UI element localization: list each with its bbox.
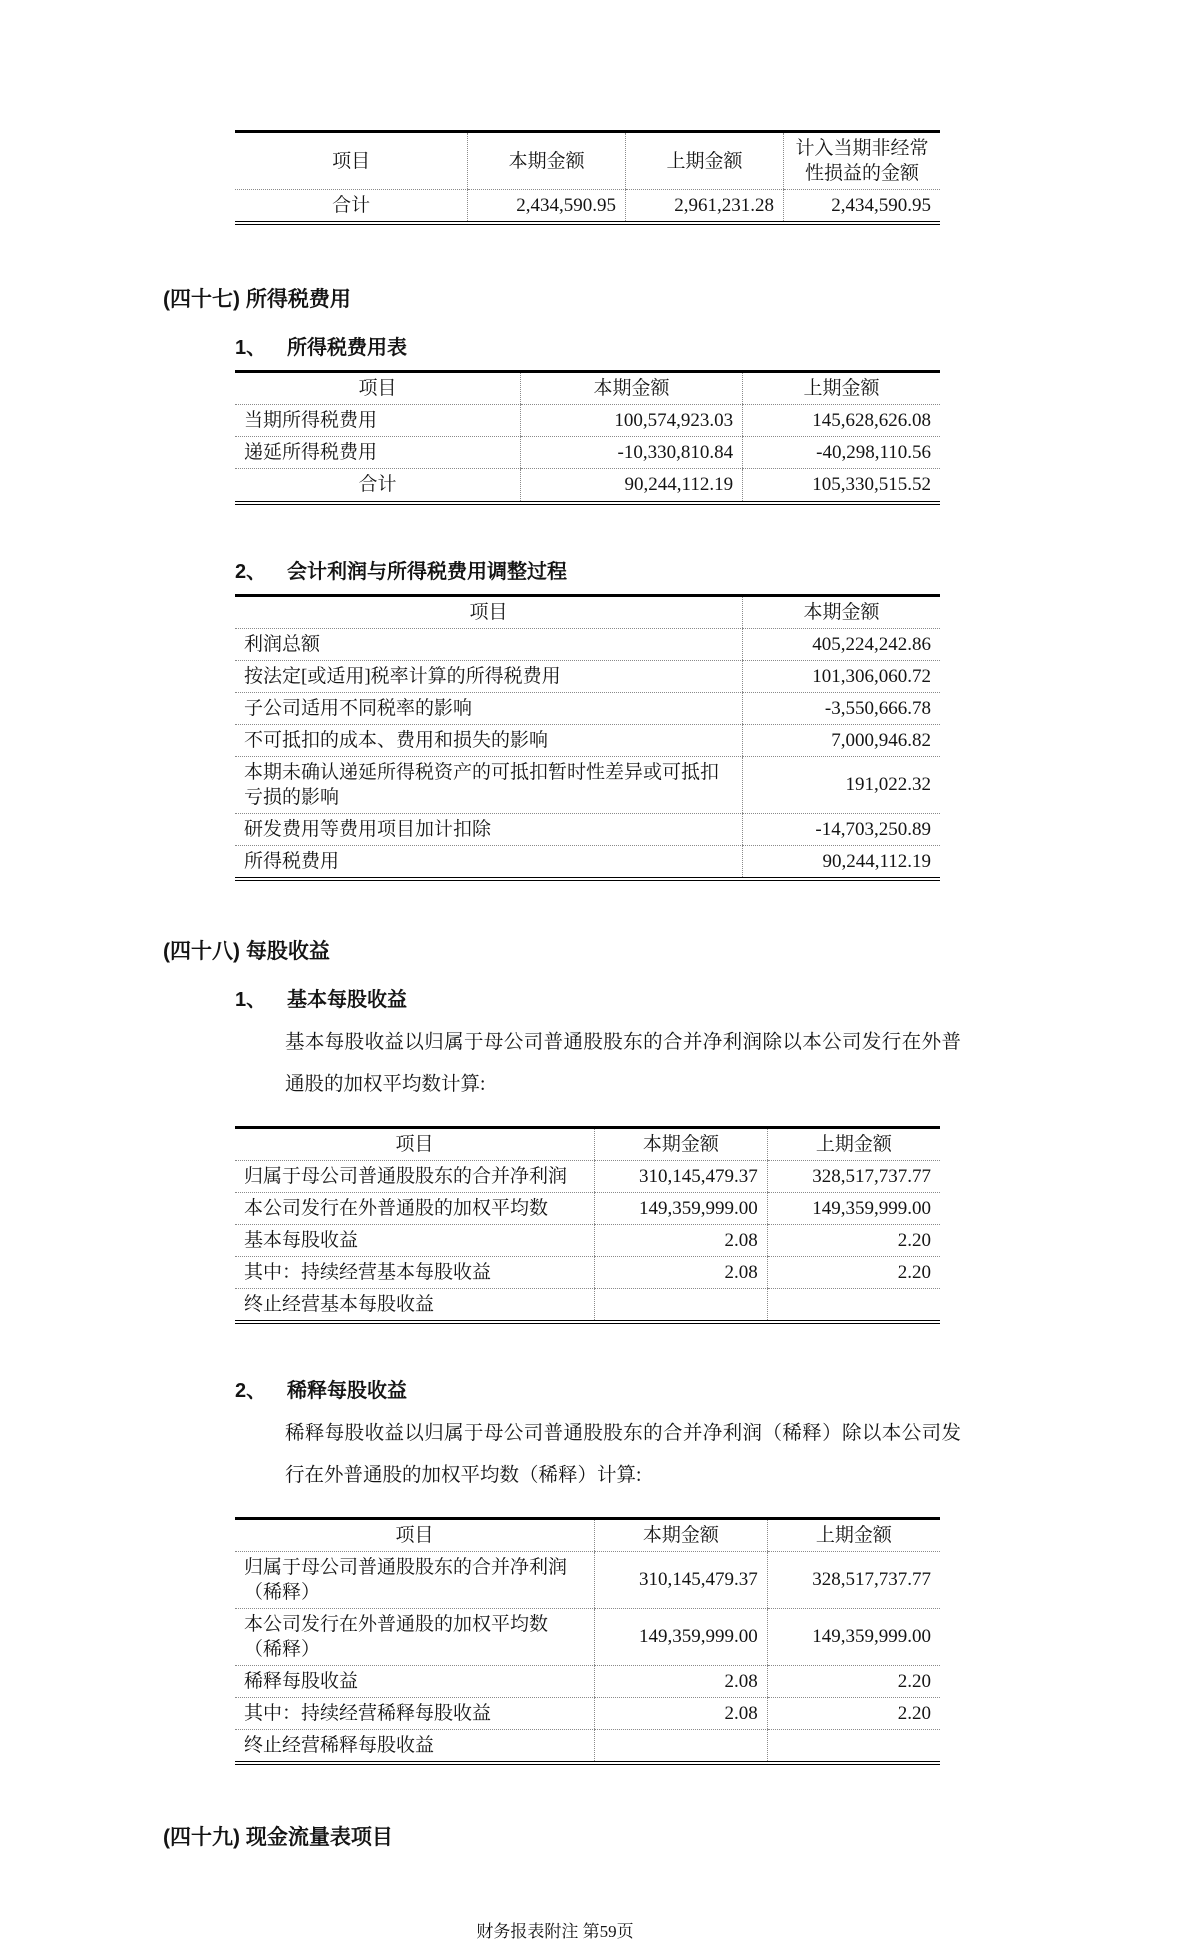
current-amount: 310,145,479.37 — [595, 1551, 768, 1608]
table-row — [235, 724, 940, 756]
current-amount: 7,000,946.82 — [743, 724, 940, 756]
row-label: 合计 — [332, 195, 371, 217]
table-row — [235, 1192, 940, 1224]
current-amount: 2.08 — [595, 1224, 768, 1256]
table-row — [235, 405, 940, 437]
row-label: 不可抵扣的成本、费用和损失的影响 — [235, 724, 743, 756]
col-current-amount: 本期金额 — [468, 132, 626, 190]
row-label: 子公司适用不同税率的影响 — [235, 692, 743, 724]
current-amount: 2,434,590.95 — [468, 190, 626, 224]
current-amount — [595, 1730, 768, 1764]
current-amount: 90,244,112.19 — [743, 846, 940, 880]
row-label: 终止经营基本每股收益 — [244, 1294, 435, 1316]
subsection-48-1-heading — [235, 983, 1200, 1012]
col-non-recurring-amount: 计入当期非经常性损益的金额 — [783, 132, 940, 190]
section-47-heading: (四十七) 所得税费用 — [163, 288, 351, 312]
basic-eps-table — [235, 1126, 940, 1324]
diluted-eps-description: 稀释每股收益以归属于母公司普通股股东的合并净利润（稀释）除以本公司发行在外普通股的加权平均数（稀释）计算: — [285, 1423, 961, 1487]
row-label: 归属于母公司普通股股东的合并净利润 — [235, 1160, 595, 1192]
row-label: 稀释每股收益 — [235, 1666, 595, 1698]
prior-amount: -40,298,110.56 — [743, 437, 940, 469]
table-total-row — [235, 469, 940, 503]
prior-amount: 145,628,626.08 — [743, 405, 940, 437]
row-label: 本公司发行在外普通股的加权平均数（稀释） — [235, 1608, 595, 1665]
row-label: 利润总额 — [235, 628, 743, 660]
prior-amount: 328,517,737.77 — [767, 1160, 940, 1192]
non-recurring-total-table — [235, 130, 940, 225]
col-item: 项目 — [235, 372, 521, 405]
table-row — [235, 437, 940, 469]
table-row — [235, 1551, 940, 1608]
subsection-47-2-heading — [235, 555, 1200, 584]
row-label: 递延所得税费用 — [235, 437, 521, 469]
table-row — [235, 1257, 940, 1289]
prior-amount: 149,359,999.00 — [767, 1608, 940, 1665]
current-amount: 149,359,999.00 — [595, 1192, 768, 1224]
subsection-title: 基本每股收益 — [287, 989, 407, 1012]
subsection-title: 所得税费用表 — [287, 337, 407, 360]
table-row — [235, 628, 940, 660]
subsection-48-2-heading — [235, 1374, 1200, 1403]
col-item: 项目 — [235, 1518, 595, 1551]
current-amount: 101,306,060.72 — [743, 660, 940, 692]
current-amount: 191,022.32 — [743, 756, 940, 813]
subsection-title: 稀释每股收益 — [287, 1380, 407, 1403]
col-prior-amount: 上期金额 — [626, 132, 784, 190]
diluted-eps-table — [235, 1517, 940, 1766]
current-amount: 2.08 — [595, 1666, 768, 1698]
subsection-number: 2、 — [235, 1380, 267, 1403]
table-header-row — [235, 132, 940, 190]
table-row — [235, 756, 940, 813]
col-item: 项目 — [235, 132, 468, 190]
prior-amount: 2.20 — [767, 1698, 940, 1730]
current-amount: -10,330,810.84 — [521, 437, 743, 469]
tax-reconciliation-table — [235, 594, 940, 882]
row-label: 本公司发行在外普通股的加权平均数 — [235, 1192, 595, 1224]
prior-amount: 2,961,231.28 — [626, 190, 784, 224]
col-prior-amount: 上期金额 — [743, 372, 940, 405]
row-label: 合计 — [358, 474, 397, 496]
section-49-heading: (四十九) 现金流量表项目 — [163, 1826, 393, 1850]
section-48-heading: (四十八) 每股收益 — [163, 940, 330, 964]
subsection-47-1-heading — [235, 331, 1200, 360]
prior-amount: 105,330,515.52 — [743, 469, 940, 503]
table-row — [235, 1730, 940, 1764]
prior-amount: 2.20 — [767, 1224, 940, 1256]
page-footer: 财务报表附注 第59页 — [476, 1922, 634, 1942]
row-label: 其中：持续经营基本每股收益 — [235, 1257, 595, 1289]
current-amount: 100,574,923.03 — [521, 405, 743, 437]
current-amount: 310,145,479.37 — [595, 1160, 768, 1192]
table-row — [235, 1224, 940, 1256]
table-row — [235, 660, 940, 692]
table-row — [235, 814, 940, 846]
subsection-number: 2、 — [235, 560, 267, 583]
table-header-row — [235, 1127, 940, 1160]
table-row — [235, 1289, 940, 1323]
table-row — [235, 1160, 940, 1192]
prior-amount: 149,359,999.00 — [767, 1192, 940, 1224]
prior-amount — [767, 1730, 940, 1764]
table-row — [235, 1666, 940, 1698]
subsection-number: 1、 — [235, 337, 267, 360]
col-prior-amount: 上期金额 — [767, 1518, 940, 1551]
row-label: 其中：持续经营稀释每股收益 — [235, 1698, 595, 1730]
financial-notes-page — [0, 130, 1200, 1942]
subsection-title: 会计利润与所得税费用调整过程 — [287, 560, 567, 583]
subsection-number: 1、 — [235, 989, 267, 1012]
prior-amount: 328,517,737.77 — [767, 1551, 940, 1608]
current-amount: 405,224,242.86 — [743, 628, 940, 660]
prior-amount — [767, 1289, 940, 1323]
current-amount: -14,703,250.89 — [743, 814, 940, 846]
row-label: 归属于母公司普通股股东的合并净利润（稀释） — [235, 1551, 595, 1608]
row-label: 本期未确认递延所得税资产的可抵扣暂时性差异或可抵扣亏损的影响 — [235, 756, 743, 813]
table-row — [235, 190, 940, 224]
col-item: 项目 — [235, 595, 743, 628]
current-amount: 149,359,999.00 — [595, 1608, 768, 1665]
col-prior-amount: 上期金额 — [767, 1127, 940, 1160]
table-row — [235, 1698, 940, 1730]
income-tax-expense-table — [235, 370, 940, 504]
current-amount: 2.08 — [595, 1698, 768, 1730]
row-label: 基本每股收益 — [235, 1224, 595, 1256]
current-amount — [595, 1289, 768, 1323]
basic-eps-description: 基本每股收益以归属于母公司普通股股东的合并净利润除以本公司发行在外普通股的加权平均数计算: — [285, 1032, 961, 1096]
row-label: 按法定[或适用]税率计算的所得税费用 — [235, 660, 743, 692]
current-amount: 2.08 — [595, 1257, 768, 1289]
prior-amount: 2.20 — [767, 1257, 940, 1289]
row-label: 终止经营稀释每股收益 — [244, 1735, 435, 1757]
table-row — [235, 692, 940, 724]
current-amount: 90,244,112.19 — [521, 469, 743, 503]
row-label: 研发费用等费用项目加计扣除 — [235, 814, 743, 846]
table-row — [235, 1608, 940, 1665]
table-header-row — [235, 372, 940, 405]
col-current-amount: 本期金额 — [595, 1518, 768, 1551]
col-current-amount: 本期金额 — [521, 372, 743, 405]
col-current-amount: 本期金额 — [595, 1127, 768, 1160]
prior-amount: 2.20 — [767, 1666, 940, 1698]
table-row — [235, 846, 940, 880]
row-label: 所得税费用 — [244, 851, 340, 873]
row-label: 当期所得税费用 — [235, 405, 521, 437]
col-item: 项目 — [235, 1127, 595, 1160]
col-current-amount: 本期金额 — [743, 595, 940, 628]
table-header-row — [235, 1518, 940, 1551]
non-recurring-amount: 2,434,590.95 — [783, 190, 940, 224]
current-amount: -3,550,666.78 — [743, 692, 940, 724]
table-header-row — [235, 595, 940, 628]
